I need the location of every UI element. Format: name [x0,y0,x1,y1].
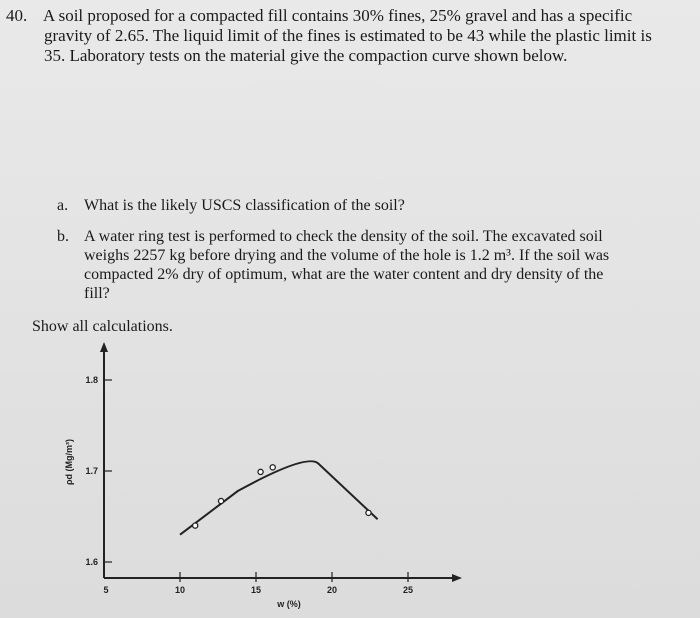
x-tick-label: 20 [326,585,338,595]
chart-axes [100,342,462,582]
question-line-2: gravity of 2.65. The liquid limit of the fines is estimated to be 43 while the plastic limit is [44,26,652,45]
data-point [258,469,263,474]
x-tick-label: 25 [402,585,414,595]
part-b-line-2: weighs 2257 kg before drying and the volume of the hole is 1.2 m³. If the soil was [84,247,610,264]
y-axis-arrow [100,342,108,352]
y-tick-label: 1.7 [85,466,98,476]
y-tick-label: 1.8 [85,375,98,385]
part-a-label: a. [57,197,69,214]
x-axis-title: w (%) [277,599,301,609]
data-point [193,523,198,528]
part-b-line-3: compacted 2% dry of optimum, what are the water content and dry density of the [84,266,604,283]
data-point [218,498,223,503]
y-tick-label: 1.6 [85,557,98,567]
instruction-text: Show all calculations. [32,318,173,335]
compaction-points [193,465,371,528]
compaction-curve-line [180,461,378,534]
part-a-line-1: What is the likely USCS classification of the soil? [84,197,405,214]
x-tick-label: 10 [174,585,186,595]
x-tick-label: 15 [250,585,262,595]
question-number: 40. [6,6,28,25]
question-line-3: 35. Laboratory tests on the material give the compaction curve shown below. [44,46,568,65]
y-axis-title: ρd (Mg/m³) [64,438,74,486]
part-b-label: b. [57,228,69,245]
question-line-1: A soil proposed for a compacted fill contains 30% fines, 25% gravel and has a specific [43,6,633,25]
data-point [366,510,371,515]
data-point [270,465,275,470]
part-b-line-1: A water ring test is performed to check the density of the soil. The excavated soil [84,228,603,245]
x-tick-label: 5 [103,585,109,595]
part-b-line-4: fill? [84,285,110,302]
x-axis-arrow [452,574,462,582]
